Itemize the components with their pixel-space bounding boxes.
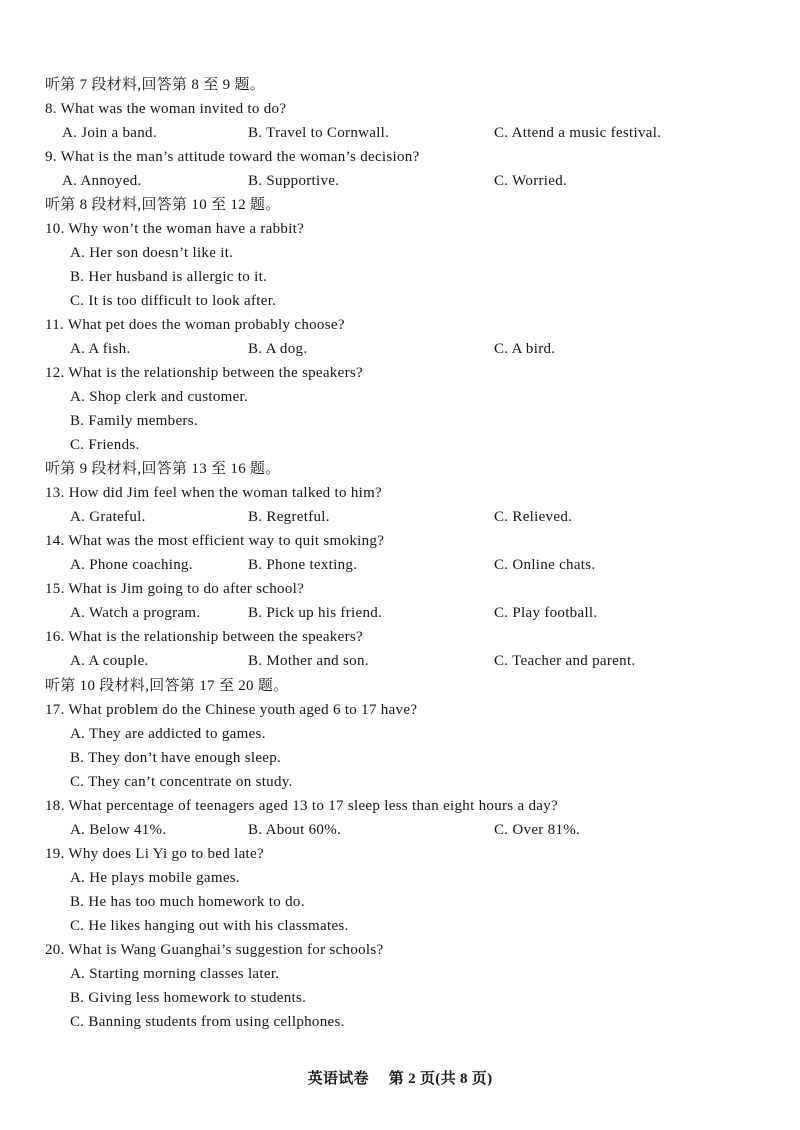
question-19-option-a: A. He plays mobile games. (70, 870, 240, 886)
question-12-option-c: C. Friends. (70, 437, 140, 453)
question-18-stem: 18. What percentage of teenagers aged 13 to 17 sleep less than eight hours a day? (45, 798, 559, 814)
question-20-option-a: A. Starting morning classes later. (70, 966, 280, 982)
question-15-option-a: A. Watch a program. (70, 605, 201, 621)
question-17-stem: 17. What problem do the Chinese youth aged 6 to 17 have? (45, 702, 418, 718)
question-17-option-a: A. They are addicted to games. (70, 726, 266, 742)
question-17-option-c: C. They can’t concentrate on study. (70, 774, 293, 790)
question-12-option-b: B. Family members. (70, 413, 198, 429)
question-20-option-c: C. Banning students from using cellphones. (70, 1014, 345, 1030)
question-19-option-b: B. He has too much homework to do. (70, 894, 305, 910)
question-11-option-c: C. A bird. (494, 341, 556, 357)
question-8-option-c: C. Attend a music festival. (494, 125, 662, 141)
question-20-stem: 20. What is Wang Guanghai’s suggestion for schools? (45, 942, 384, 958)
question-14-stem: 14. What was the most efficient way to quit smoking? (45, 533, 385, 549)
question-11-stem: 11. What pet does the woman probably choose? (45, 317, 345, 333)
question-12-option-a: A. Shop clerk and customer. (70, 389, 249, 405)
footer-exam-title: 英语试卷 (307, 1071, 369, 1087)
question-18-option-b: B. About 60%. (248, 822, 342, 838)
question-13-option-c: C. Relieved. (494, 509, 573, 525)
question-19-option-c: C. He likes hanging out with his classmates. (70, 918, 349, 934)
question-11-option-b: B. A dog. (248, 341, 308, 357)
question-8-option-b: B. Travel to Cornwall. (248, 125, 390, 141)
question-19-stem: 19. Why does Li Yi go to bed late? (45, 846, 264, 862)
question-18-options (0, 818, 800, 842)
question-18-option-a: A. Below 41%. (70, 822, 167, 838)
question-16-stem: 16. What is the relationship between the speakers? (45, 629, 363, 645)
question-15-stem: 15. What is Jim going to do after school? (45, 581, 305, 597)
section-heading-10: 听第 10 段材料,回答第 17 至 20 题。 (45, 678, 289, 694)
question-10-stem: 10. Why won’t the woman have a rabbit? (45, 221, 305, 237)
page-footer (0, 1067, 800, 1091)
section-heading-9: 听第 9 段材料,回答第 13 至 16 题。 (45, 461, 281, 477)
question-16-option-a: A. A couple. (70, 653, 149, 669)
question-14-option-a: A. Phone coaching. (70, 557, 193, 573)
question-14-option-b: B. Phone texting. (248, 557, 358, 573)
question-11-option-a: A. A fish. (70, 341, 131, 357)
question-13-option-b: B. Regretful. (248, 509, 330, 525)
footer-page-number: 第 2 页(共 8 页) (388, 1071, 493, 1087)
question-12-stem: 12. What is the relationship between the speakers? (45, 365, 363, 381)
question-16-option-b: B. Mother and son. (248, 653, 369, 669)
question-10-option-c: C. It is too difficult to look after. (70, 293, 277, 309)
question-8-stem: 8. What was the woman invited to do? (45, 101, 287, 117)
question-13-stem: 13. How did Jim feel when the woman talked to him? (45, 485, 383, 501)
question-9-stem: 9. What is the man’s attitude toward the woman’s decision? (45, 149, 420, 165)
question-16-options (0, 649, 800, 673)
question-16-option-c: C. Teacher and parent. (494, 653, 636, 669)
question-10-option-b: B. Her husband is allergic to it. (70, 269, 268, 285)
question-14-option-c: C. Online chats. (494, 557, 596, 573)
section-heading-7: 听第 7 段材料,回答第 8 至 9 题。 (45, 77, 266, 93)
question-14-options (0, 553, 800, 577)
section-heading-8: 听第 8 段材料,回答第 10 至 12 题。 (45, 197, 281, 213)
question-13-option-a: A. Grateful. (70, 509, 146, 525)
question-20-option-b: B. Giving less homework to students. (70, 990, 307, 1006)
question-9-option-c: C. Worried. (494, 173, 568, 189)
question-8-option-a: A. Join a band. (62, 125, 157, 141)
question-9-options (0, 169, 800, 193)
question-9-option-a: A. Annoyed. (62, 173, 142, 189)
question-15-option-b: B. Pick up his friend. (248, 605, 383, 621)
question-15-options (0, 601, 800, 625)
question-18-option-c: C. Over 81%. (494, 822, 581, 838)
question-10-option-a: A. Her son doesn’t like it. (70, 245, 234, 261)
question-8-options (0, 121, 800, 145)
question-9-option-b: B. Supportive. (248, 173, 340, 189)
question-17-option-b: B. They don’t have enough sleep. (70, 750, 282, 766)
question-15-option-c: C. Play football. (494, 605, 598, 621)
question-13-options (0, 505, 800, 529)
question-11-options (0, 337, 800, 361)
